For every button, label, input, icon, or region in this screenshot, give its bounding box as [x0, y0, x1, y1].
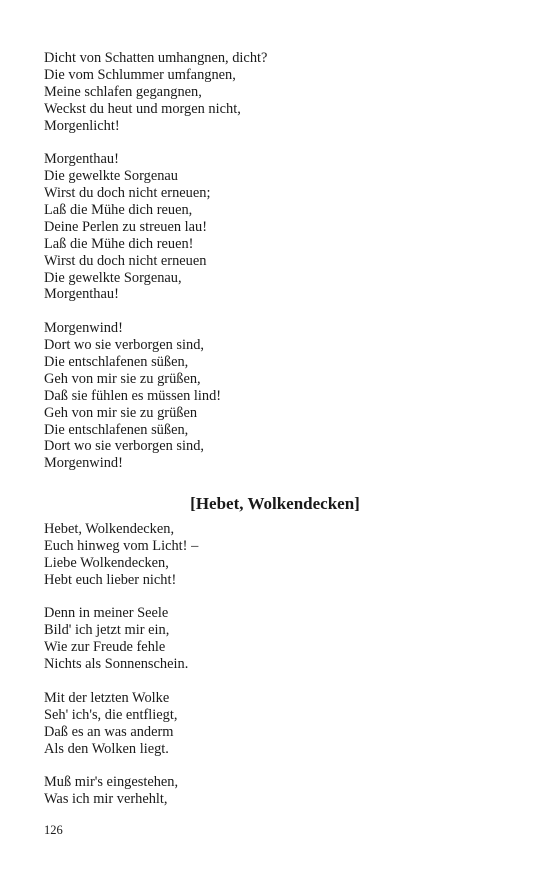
- verse-line: Weckst du heut und morgen nicht,: [44, 100, 241, 117]
- stanza-gap: [44, 757, 520, 774]
- verse-line: Dort wo sie verborgen sind,: [44, 337, 205, 354]
- verse-line: Deine Perlen zu streuen lau!: [44, 218, 208, 235]
- verse-line: Laß die Mühe dich reuen,: [44, 202, 193, 219]
- page-number: 126: [44, 823, 63, 837]
- stanza-gap: [44, 303, 520, 320]
- verse-line: Als den Wolken liegt.: [44, 740, 169, 757]
- verse-line: Liebe Wolkendecken,: [44, 554, 169, 571]
- verse-line: Wirst du doch nicht erneuen: [44, 252, 207, 269]
- stanza: [44, 521, 520, 589]
- stanza: [44, 774, 520, 808]
- poem-two: [44, 521, 520, 808]
- verse-line: Daß sie fühlen es müssen lind!: [44, 387, 222, 404]
- verse-line: Geh von mir sie zu grüßen: [44, 404, 198, 421]
- stanza-gap: [44, 134, 520, 151]
- verse-line: Die gewelkte Sorgenau,: [44, 269, 182, 286]
- verse-line: Muß mir's eingestehen,: [44, 774, 179, 791]
- verse-line: Hebet, Wolkendecken,: [44, 521, 175, 537]
- verse-line: Morgenthau!: [44, 151, 119, 168]
- stanza: [44, 50, 520, 134]
- verse-line: Die entschlafenen süßen,: [44, 354, 189, 371]
- verse-line: Denn in meiner Seele: [44, 605, 169, 622]
- verse-line: Nichts als Sonnenschein.: [44, 656, 189, 673]
- verse-line: Mit der letzten Wolke: [44, 689, 170, 706]
- verse-line: Euch hinweg vom Licht! –: [44, 537, 199, 554]
- stanza-gap: [44, 589, 520, 606]
- verse-line: Morgenlicht!: [44, 117, 120, 134]
- stanza: [44, 151, 520, 303]
- verse-line: Morgenwind!: [44, 320, 123, 337]
- verse-line: Hebt euch lieber nicht!: [44, 571, 177, 588]
- verse-line: Morgenthau!: [44, 286, 119, 303]
- verse-line: Wirst du doch nicht erneuen;: [44, 185, 211, 202]
- verse-line: Dort wo sie verborgen sind,: [44, 438, 205, 455]
- verse-line: Wie zur Freude fehle: [44, 639, 166, 656]
- verse-line: Geh von mir sie zu grüßen,: [44, 370, 201, 387]
- verse-line: Die entschlafenen süßen,: [44, 421, 189, 438]
- stanza: [44, 320, 520, 472]
- verse-line: Laß die Mühe dich reuen!: [44, 235, 194, 252]
- verse-line: Seh' ich's, die entfliegt,: [44, 706, 178, 723]
- verse-line: Morgenwind!: [44, 455, 123, 472]
- verse-line: Meine schlafen gegangnen,: [44, 83, 202, 100]
- stanza: [44, 605, 520, 673]
- verse-line: Die vom Schlummer umfangnen,: [44, 66, 236, 83]
- verse-line: Die gewelkte Sorgenau: [44, 168, 179, 185]
- verse-line: Daß es an was anderm: [44, 723, 174, 740]
- verse-line: Bild' ich jetzt mir ein,: [44, 622, 170, 639]
- poem-title: [Hebet, Wolkendecken]: [190, 494, 360, 513]
- verse-line: Dicht von Schatten umhangnen, dicht?: [44, 50, 268, 66]
- stanza: [44, 690, 520, 758]
- verse-line: Was ich mir verhehlt,: [44, 791, 168, 808]
- poem-one: [44, 50, 520, 472]
- stanza-gap: [44, 673, 520, 690]
